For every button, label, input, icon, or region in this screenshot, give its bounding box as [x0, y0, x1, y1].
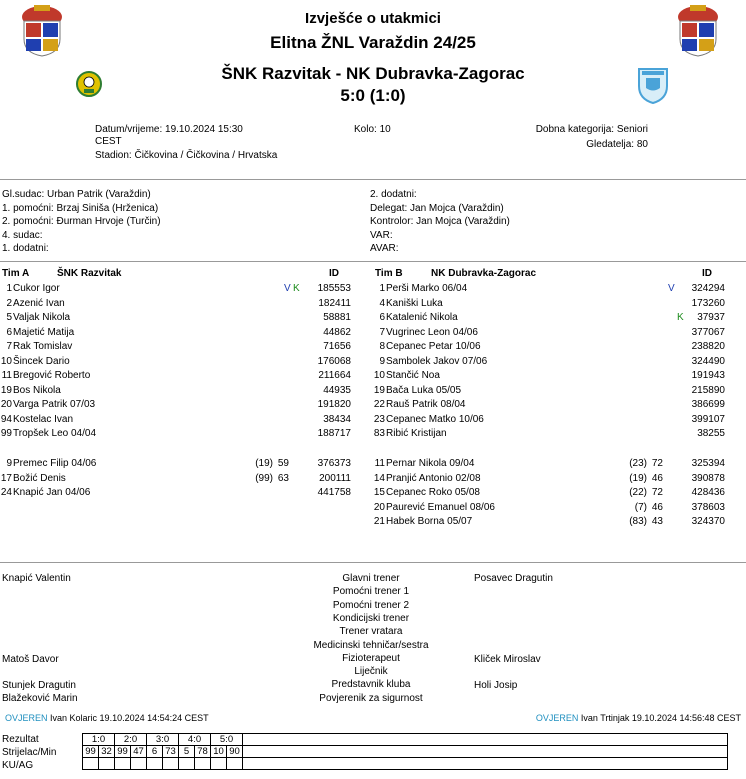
player-number: 20 [373, 501, 385, 513]
sub-minute: 63 [277, 472, 289, 484]
player-name: Cepanec Matko 10/06 [386, 413, 484, 425]
player-number: 19 [0, 384, 12, 396]
result-grid [82, 733, 728, 770]
player-number: 24 [0, 487, 12, 498]
sub-minute: 46 [651, 472, 663, 484]
player-id: 386699 [691, 399, 725, 410]
player-name: Kaniški Luka [386, 297, 443, 309]
scorer-label: Strijelac/Min [2, 747, 57, 758]
sub-minute: 43 [651, 516, 663, 527]
player-name: Rak Tomislav [13, 341, 73, 352]
player-id: 191943 [691, 370, 725, 381]
player-name: Knapić Jan 04/06 [13, 487, 91, 498]
player-number: 99 [0, 428, 12, 439]
team-b-verification [536, 713, 741, 723]
player-name: Cepanec Roko 05/08 [386, 487, 480, 498]
sub-minute: 72 [651, 487, 663, 498]
player-id: 399107 [691, 413, 725, 425]
player-name: Kostelac Ivan [13, 413, 74, 425]
player-number: 1 [379, 283, 385, 294]
result-label: Rezultat [2, 734, 39, 745]
player-name: Rauš Patrik 08/04 [386, 399, 466, 410]
report-title: Izvješće o utakmici [305, 10, 441, 27]
team-a-security: Blažeković Marin [2, 693, 78, 704]
player-name: Šincek Dario [13, 355, 70, 367]
ku-ag-cell [227, 758, 243, 770]
player-name: Cepanec Petar 10/06 [386, 341, 481, 352]
score-cell: 2:0 [115, 734, 147, 746]
sub-for: (83) [629, 516, 647, 527]
ku-ag-cell [115, 758, 131, 770]
staff-role: Pomoćni trener 2 [332, 599, 410, 611]
team-a-head-coach: Knapić Valentin [2, 573, 71, 584]
ku-ag-label: KU/AG [2, 760, 34, 771]
player-id: 390878 [691, 472, 725, 484]
scorer-cell: 90 [227, 746, 243, 758]
result-grid-row [83, 758, 728, 770]
player-name: Cukor Igor [13, 283, 60, 294]
verified-text: Ivan Trtinjak 19.10.2024 14:56:48 CEST [580, 713, 741, 723]
player-number: 5 [6, 312, 12, 323]
official-right: Kontrolor: Jan Mojca (Varaždin) [370, 216, 510, 227]
official-left: 1. pomoćni: Brzaj Siniša (Hrženica) [2, 202, 159, 214]
player-number: 17 [0, 472, 12, 484]
staff-role: Pomoćni trener 1 [332, 586, 410, 598]
player-number: 21 [373, 516, 385, 527]
player-number: 14 [373, 472, 385, 484]
score-cell: 3:0 [147, 734, 179, 746]
official-right: Delegat: Jan Mojca (Varaždin) [370, 202, 504, 214]
team-a-name: ŠNK Razvitak [57, 268, 122, 279]
player-id: 176068 [317, 355, 351, 367]
match-datetime: Datum/vrijeme: 19.10.2024 15:30 [95, 124, 243, 135]
player-id: 324294 [691, 283, 725, 294]
spectators: Gledatelja: 80 [586, 139, 648, 150]
staff-role: Predstavnik kluba [331, 679, 411, 691]
ku-ag-cell [99, 758, 115, 770]
team-b-id-header: ID [702, 268, 712, 279]
official-left: 4. sudac: [2, 229, 43, 241]
team-a-representative: Stunjek Dragutin [2, 680, 76, 691]
player-name: Tropšek Leo 04/04 [13, 428, 97, 439]
player-id: 38255 [697, 428, 725, 439]
team-b-name: NK Dubravka-Zagorac [431, 268, 537, 279]
player-number: 20 [0, 399, 12, 410]
verified-label: OVJEREN [5, 713, 48, 723]
official-left: 2. pomoćni: Đurman Hrvoje (Turčin) [2, 216, 161, 227]
player-number: 7 [6, 341, 12, 352]
ku-ag-cell [83, 758, 99, 770]
player-name: Perši Marko 06/04 [386, 283, 468, 294]
player-id: 376373 [317, 458, 351, 469]
result-row-labels [2, 733, 56, 772]
player-number: 94 [0, 413, 12, 425]
result-grid-row [83, 746, 728, 758]
player-mark-k: K [293, 283, 300, 294]
player-id: 324370 [691, 516, 725, 527]
team-a-id-header: ID [329, 268, 339, 279]
divider [0, 179, 746, 180]
player-number: 9 [6, 458, 12, 469]
staff-role: Glavni trener [342, 573, 400, 584]
player-number: 22 [373, 399, 385, 410]
official-right: AVAR: [370, 243, 399, 254]
scorer-cell: 78 [195, 746, 211, 758]
player-name: Katalenić Nikola [386, 312, 458, 323]
ku-ag-cell [131, 758, 147, 770]
score-cell: 4:0 [179, 734, 211, 746]
player-number: 11 [1, 370, 12, 381]
score-cell: 5:0 [211, 734, 243, 746]
player-number: 19 [373, 384, 385, 396]
result-grid-row [83, 734, 728, 746]
player-name: Sambolek Jakov 07/06 [386, 355, 488, 367]
player-name: Ribić Kristijan [386, 428, 447, 439]
team-b-representative: Holi Josip [474, 680, 518, 691]
sub-minute: 72 [651, 458, 663, 469]
player-id: 428436 [691, 487, 725, 498]
player-name: Habek Borna 05/07 [386, 516, 473, 527]
player-id: 44935 [323, 384, 351, 396]
staff-role: Medicinski tehničar/sestra [313, 639, 429, 651]
official-left: 1. dodatni: [2, 243, 49, 254]
player-name: Bos Nikola [13, 384, 61, 396]
scorer-cell: 32 [99, 746, 115, 758]
match-round: Kolo: 10 [354, 124, 391, 135]
sub-for: (19) [255, 458, 273, 469]
divider [0, 562, 746, 563]
player-id: 188717 [317, 428, 351, 439]
scorer-cell: 10 [211, 746, 227, 758]
team-a-physio: Matoš Davor [2, 654, 59, 665]
player-id: 44862 [323, 326, 351, 338]
staff-role: Trener vratara [339, 626, 403, 638]
player-number: 83 [373, 428, 385, 439]
player-id: 37937 [697, 312, 725, 323]
team-a-label: Tim A [2, 268, 30, 279]
player-id: 191820 [317, 399, 351, 410]
player-id: 182411 [318, 297, 351, 309]
player-number: 6 [6, 326, 12, 338]
player-number: 7 [379, 326, 385, 338]
sub-for: (7) [634, 501, 647, 513]
player-id: 324490 [691, 355, 725, 367]
score-cell: 1:0 [83, 734, 115, 746]
player-name: Bregović Roberto [13, 370, 91, 381]
player-number: 10 [373, 370, 385, 381]
team-b-physio: Kliček Miroslav [474, 654, 541, 665]
player-id: 215890 [691, 384, 725, 396]
final-score: 5:0 (1:0) [340, 86, 406, 105]
empty-cell [243, 758, 728, 770]
scorer-cell: 5 [179, 746, 195, 758]
player-name: Božić Denis [13, 472, 66, 484]
ku-ag-cell [147, 758, 163, 770]
player-number: 1 [6, 283, 12, 294]
staff-role: Povjerenik za sigurnost [319, 692, 423, 704]
age-category: Dobna kategorija: Seniori [535, 124, 648, 135]
player-number: 4 [379, 297, 385, 309]
scorer-cell: 6 [147, 746, 163, 758]
player-number: 8 [379, 341, 385, 352]
player-name: Premec Filip 04/06 [13, 458, 97, 469]
match-stadium: Stadion: Čičkovina / Čičkovina / Hrvatska [95, 150, 278, 161]
staff-role: Fizioterapeut [342, 652, 400, 664]
player-id: 58881 [323, 312, 351, 323]
player-name: Stančić Noa [386, 370, 440, 381]
player-number: 15 [373, 487, 385, 498]
player-number: 6 [379, 312, 385, 323]
player-name: Vugrinec Leon 04/06 [386, 326, 478, 338]
player-id: 211664 [318, 370, 351, 381]
ku-ag-cell [211, 758, 227, 770]
verified-text: Ivan Kolaric 19.10.2024 14:54:24 CEST [50, 713, 209, 723]
player-name: Azenić Ivan [13, 297, 65, 309]
player-id: 173260 [691, 297, 725, 309]
team-a-verification [5, 713, 209, 723]
scorer-cell: 73 [163, 746, 179, 758]
player-number: 10 [0, 355, 12, 367]
ku-ag-cell [179, 758, 195, 770]
player-name: Varga Patrik 07/03 [13, 399, 96, 410]
player-number: 11 [374, 458, 385, 469]
player-id: 378603 [691, 501, 725, 513]
official-right: 2. dodatni: [370, 189, 417, 200]
player-name: Valjak Nikola [13, 312, 71, 323]
empty-cell [243, 734, 728, 746]
team-b-head-coach: Posavec Dragutin [474, 573, 553, 584]
scorer-cell: 47 [131, 746, 147, 758]
staff-role: Kondicijski trener [332, 612, 410, 624]
empty-cell [243, 746, 728, 758]
player-number: 2 [6, 297, 12, 309]
sub-for: (23) [629, 458, 647, 469]
player-id: 200111 [319, 472, 351, 484]
player-id: 185553 [317, 283, 351, 294]
staff-role: Liječnik [354, 666, 388, 678]
match-title: ŠNK Razvitak - NK Dubravka-Zagorac [221, 64, 525, 83]
player-id: 377067 [691, 326, 725, 338]
player-number: 9 [379, 355, 385, 367]
player-name: Bača Luka 05/05 [386, 384, 462, 396]
player-mark-v: V [668, 283, 675, 294]
divider [0, 261, 746, 262]
player-id: 71656 [323, 341, 351, 352]
scorer-cell: 99 [115, 746, 131, 758]
player-name: Majetić Matija [13, 326, 75, 338]
official-right: VAR: [370, 229, 393, 241]
player-number: 23 [373, 413, 385, 425]
sub-minute: 59 [277, 458, 289, 469]
team-b-label: Tim B [375, 268, 403, 279]
sub-for: (22) [629, 487, 647, 498]
player-id: 38434 [323, 413, 351, 425]
player-name: Pernar Nikola 09/04 [386, 458, 475, 469]
sub-for: (99) [255, 472, 273, 484]
ku-ag-cell [163, 758, 179, 770]
player-id: 441758 [317, 487, 351, 498]
verified-label: OVJEREN [535, 713, 579, 723]
sub-for: (19) [629, 472, 647, 484]
player-mark-k: K [677, 312, 684, 323]
official-left: Gl.sudac: Urban Patrik (Varaždin) [2, 189, 151, 200]
player-id: 325394 [691, 458, 725, 469]
sub-minute: 46 [651, 501, 663, 513]
match-timezone: CEST [95, 136, 122, 147]
player-id: 238820 [691, 341, 725, 352]
player-mark-v: V [284, 283, 291, 294]
player-name: Pranjić Antonio 02/08 [386, 472, 481, 484]
league-title: Elitna ŽNL Varaždin 24/25 [270, 33, 476, 52]
scorer-cell: 99 [83, 746, 99, 758]
player-name: Paurević Emanuel 08/06 [386, 501, 495, 513]
ku-ag-cell [195, 758, 211, 770]
